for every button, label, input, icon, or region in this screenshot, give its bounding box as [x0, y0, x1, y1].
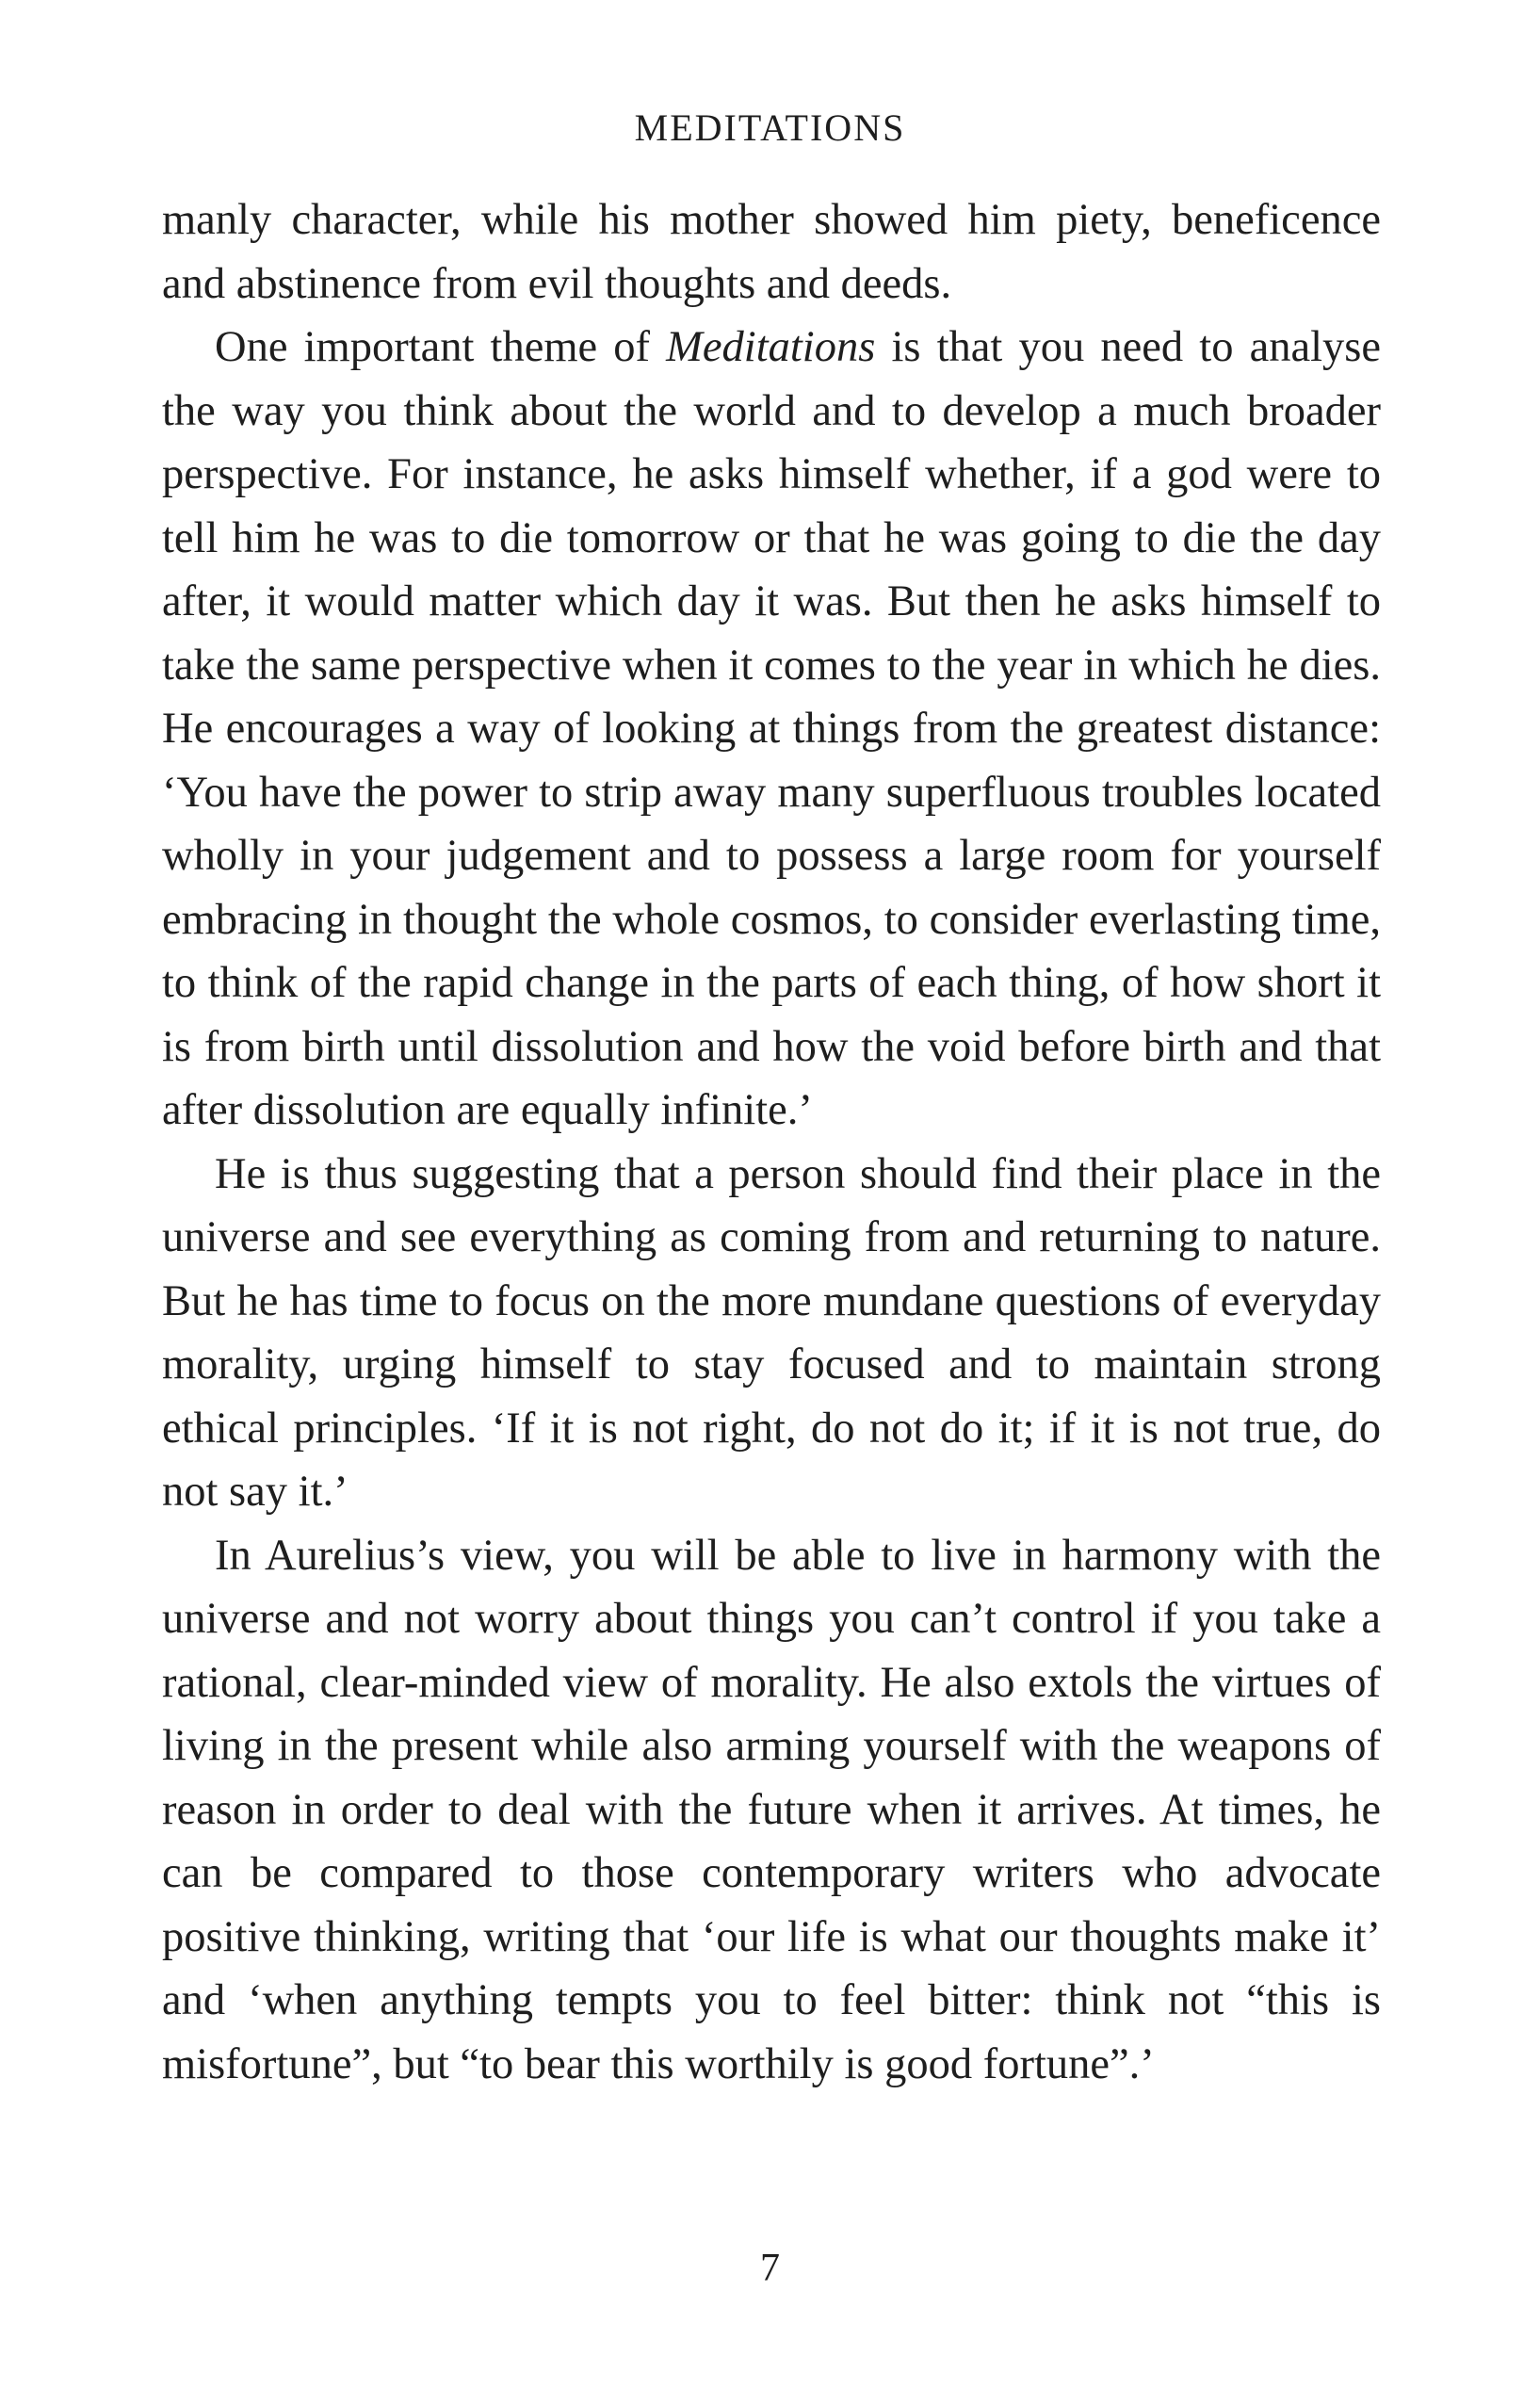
paragraph-aurelius-view: In Aurelius’s view, you will be able to live in harmony with the universe and not worry about things you can’t control if you take a rational, clear-minded view of morality. He also extols the virtues of living in the present while also arming yourself with the weapons of reason in order to deal with the future when it arrives. At times, he can be compared to those contemporary writers who advocate positive thinking, writing that ‘our life is what our thoughts make it’ and ‘when anything tempts you to feel bitter: think not “this is misfortune”, but “to bear this worthily is good fortune”.’ [162, 1531, 1381, 2088]
paragraph-continuation: manly character, while his mother showed him piety, beneficence and abstinence from evil thoughts and deeds. [162, 196, 1381, 308]
paragraph-meditations-theme [162, 316, 1381, 1143]
running-header: MEDITATIONS [634, 106, 906, 149]
paragraph-place-in-universe: He is thus suggesting that a person should find their place in the universe and see everything as coming from and returning to nature. But he has time to focus on the more mundane questions of everyday morality, urging himself to stay focused and to maintain strong ethical principles. ‘If it is not right, do not do it; if it is not true, do not say it.’ [162, 1149, 1381, 1516]
page-number: 7 [760, 2247, 780, 2290]
paragraph-text: One important theme of [215, 323, 667, 371]
book-title-italic: Meditations [666, 323, 876, 371]
paragraph-text: is that you need to analyse the way you think about the world and to develop a much broader perspective. For instance, he asks himself whether, if a god were to tell him he was to die tomorrow or that he was going to die the day after, it would matter which day it was. But then he asks himself to take the same perspective when it comes to the year in which he dies. He encourages a way of looking at things from the greatest distance: ‘You have the power to strip away many superfluous troubles located wholly in your judgement and to possess a large room for yourself embracing in thought the whole cosmos, to consider everlasting time, to think of the rapid change in the parts of each thing, of how short it is from birth until dissolution and how the void before birth and that after dissolution are equally infinite.’ [162, 323, 1382, 1134]
body-text [162, 188, 1381, 2096]
